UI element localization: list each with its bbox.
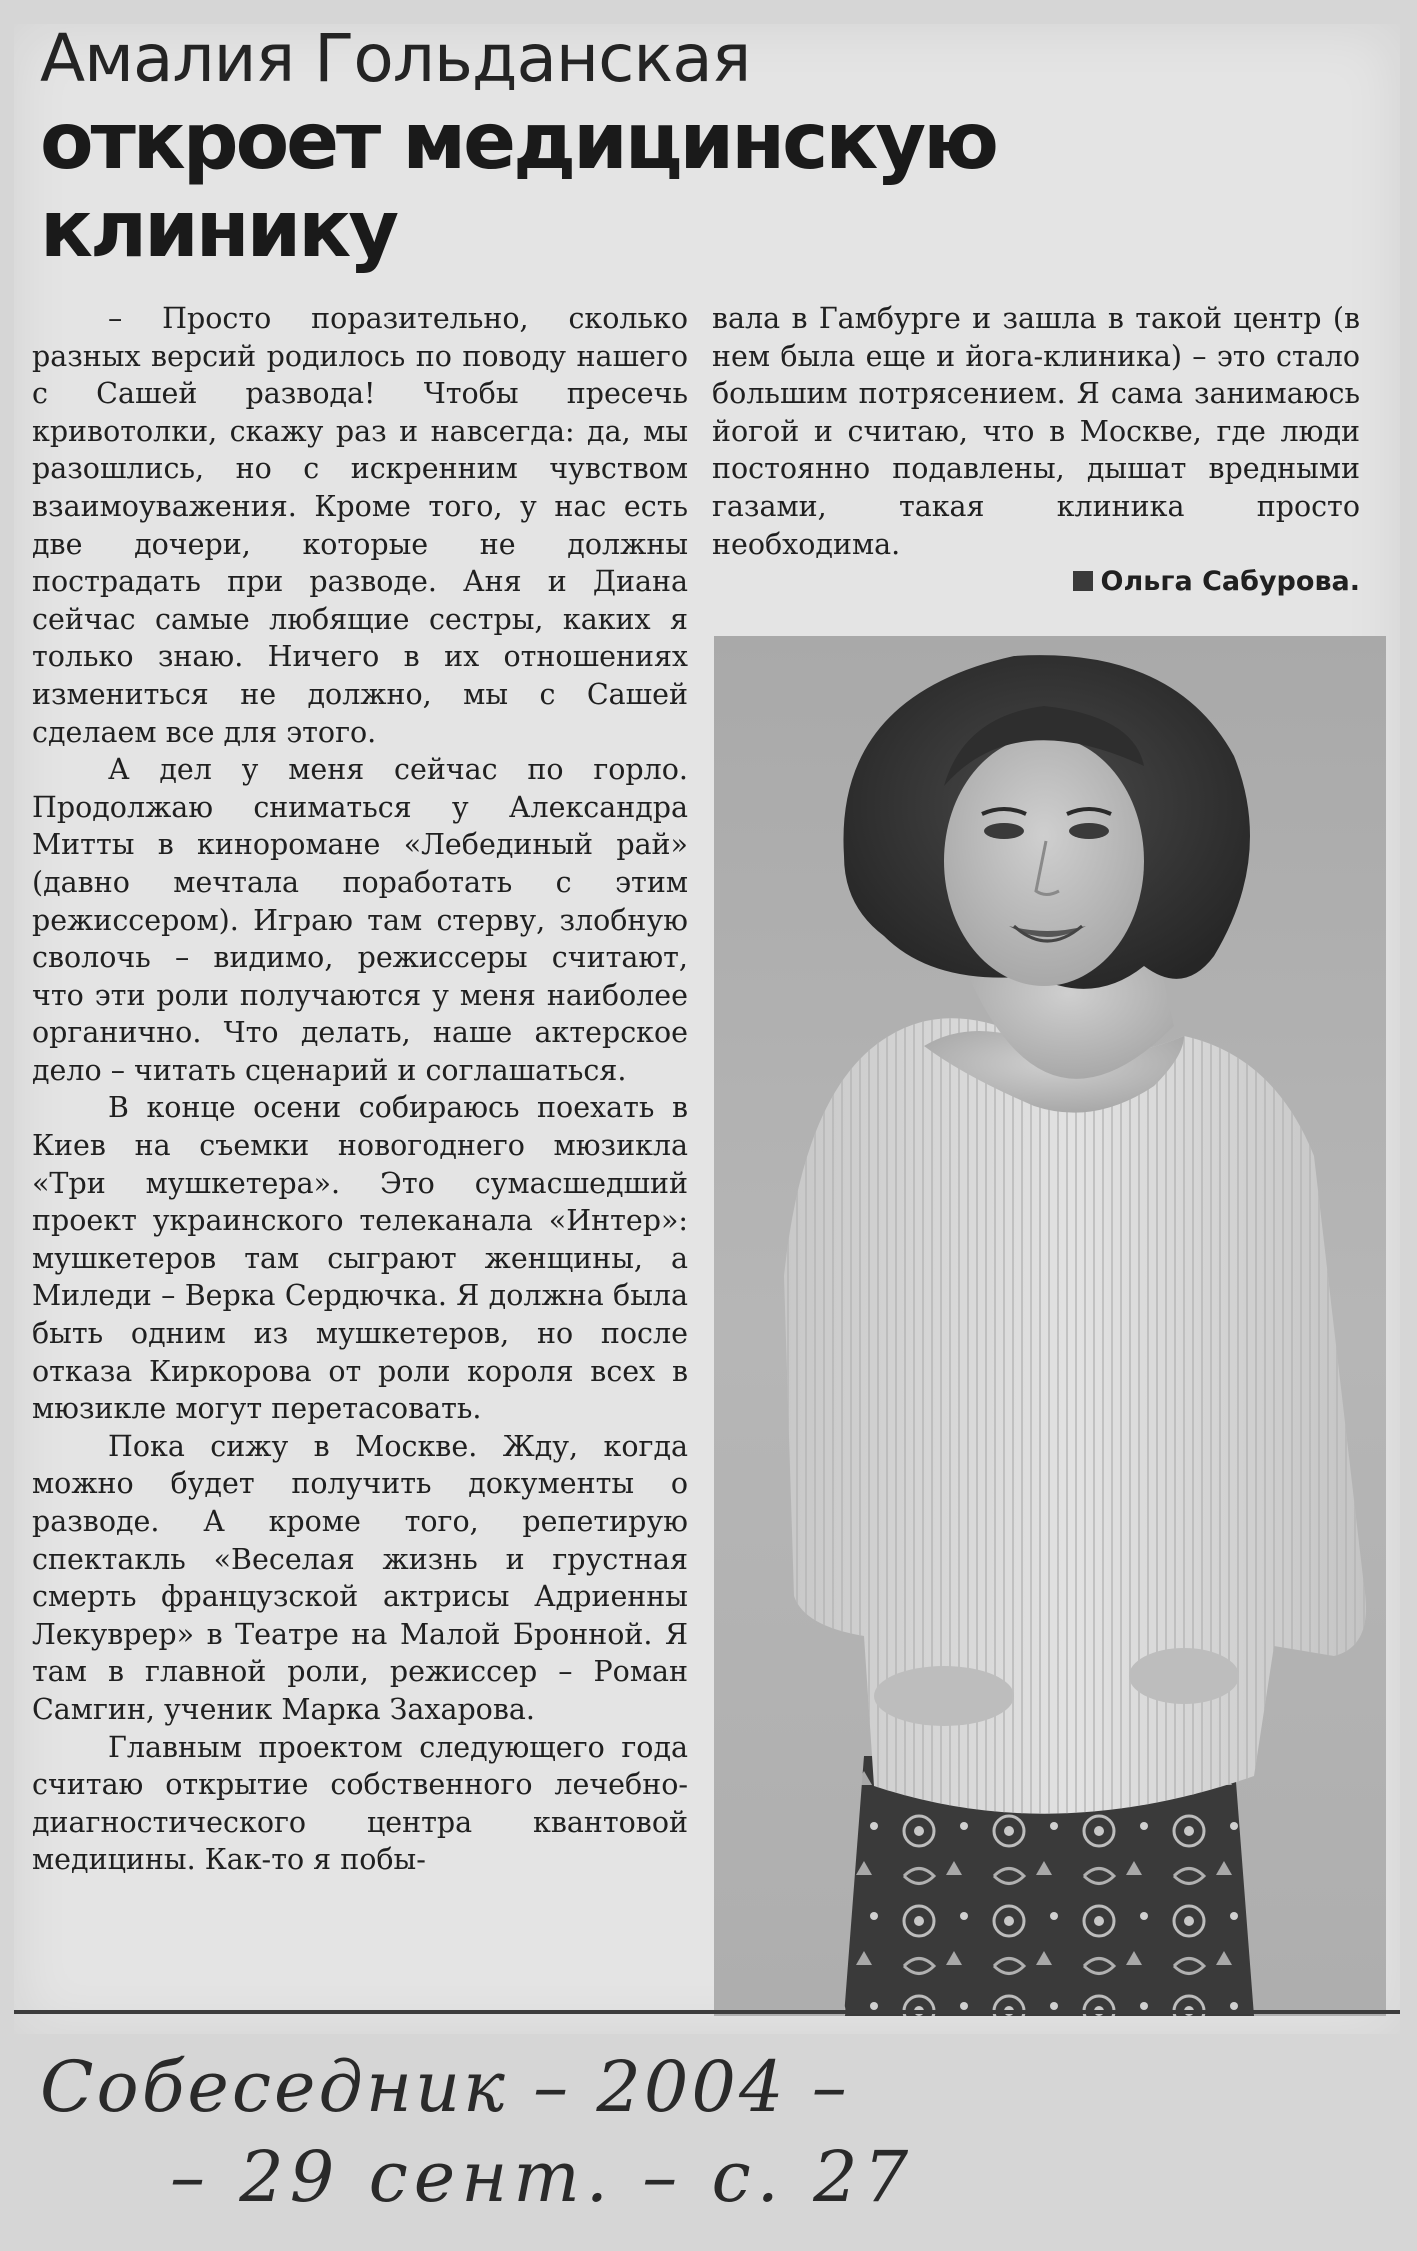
- article-paragraph: В конце осени собираюсь поехать в Киев на съемки новогоднего мюзикла «Три мушкетера». Это сумасшедший проект украинского телеканала «Интер»: мушкетеров там сыграют женщины, а Миледи – Верка Сердючка. Я должна была быть одним из мушкетеров, но после отказа Киркорова от роли короля всех в мюзикле могут перетасовать.: [32, 1091, 688, 1426]
- article-paragraph: А дел у меня сейчас по горло. Продолжаю сниматься у Александра Митты в киноромане «Лебединый рай» (давно мечтала поработать с этим режиссером). Играю там стерву, злобную сволочь – видимо, режиссеры считают, что эти роли получаются у меня наиболее органично. Что делать, наше актерское дело – читать сценарий и соглашаться.: [32, 753, 688, 1087]
- headline-name: Амалия Гольданская: [40, 20, 751, 97]
- article-paragraph: Пока сижу в Москве. Жду, когда можно будет получить документы о разводе. А кроме того, репетирую спектакль «Веселая жизнь и грустная смерть французской актрисы Адриенны Лекуврер» в Театре на Малой Бронной. Я там в главной роли, режиссер – Роман Самгин, ученик Марка Захарова.: [32, 1429, 688, 1726]
- article-column-right: [712, 300, 1360, 601]
- portrait-illustration: [714, 636, 1386, 2016]
- article-paragraph: Главным проектом следующего года считаю открытие собственного лечебно-диагностического центра квантовой медицины. Как-то я побы-: [32, 1730, 688, 1877]
- handwritten-source-note-line1: Собеседник – 2004 –: [40, 2046, 850, 2128]
- headline-title-line2: клинику: [40, 185, 397, 275]
- article-paragraph-continued: вала в Гамбурге и зашла в такой центр (в нем была еще и йога-клиника) – это стало большим потрясением. Я сама занимаюсь йогой и считаю, что в Москве, где люди постоянно подавлены, дышат вредными газами, такая клиника просто необходима.: [712, 302, 1360, 561]
- author-byline: [712, 563, 1360, 601]
- article-column-left: [32, 300, 688, 1879]
- bottom-rule: [14, 2010, 1400, 2014]
- article-paragraph: – Просто поразительно, сколько разных версий родилось по поводу нашего с Сашей развода! Чтобы пресечь кривотолки, скажу раз и навсегда: да, мы разошлись, но с искренним чувством взаимоуважения. Кроме того, у нас есть две дочери, которые не должны пострадать при разводе. Аня и Диана сейчас самые любящие сестры, каких я только знаю. Ничего в их отношениях измениться не должно, мы с Сашей сделаем все для этого.: [32, 302, 688, 749]
- handwritten-source-note-line2: – 29 сент. – с. 27: [170, 2136, 915, 2218]
- square-bullet-icon: [1073, 571, 1093, 591]
- author-name: Ольга Сабурова.: [1100, 566, 1360, 598]
- headline-title-line1: откроет медицинскую: [40, 97, 996, 187]
- portrait-photo: [714, 636, 1386, 2016]
- headline: [40, 20, 1380, 274]
